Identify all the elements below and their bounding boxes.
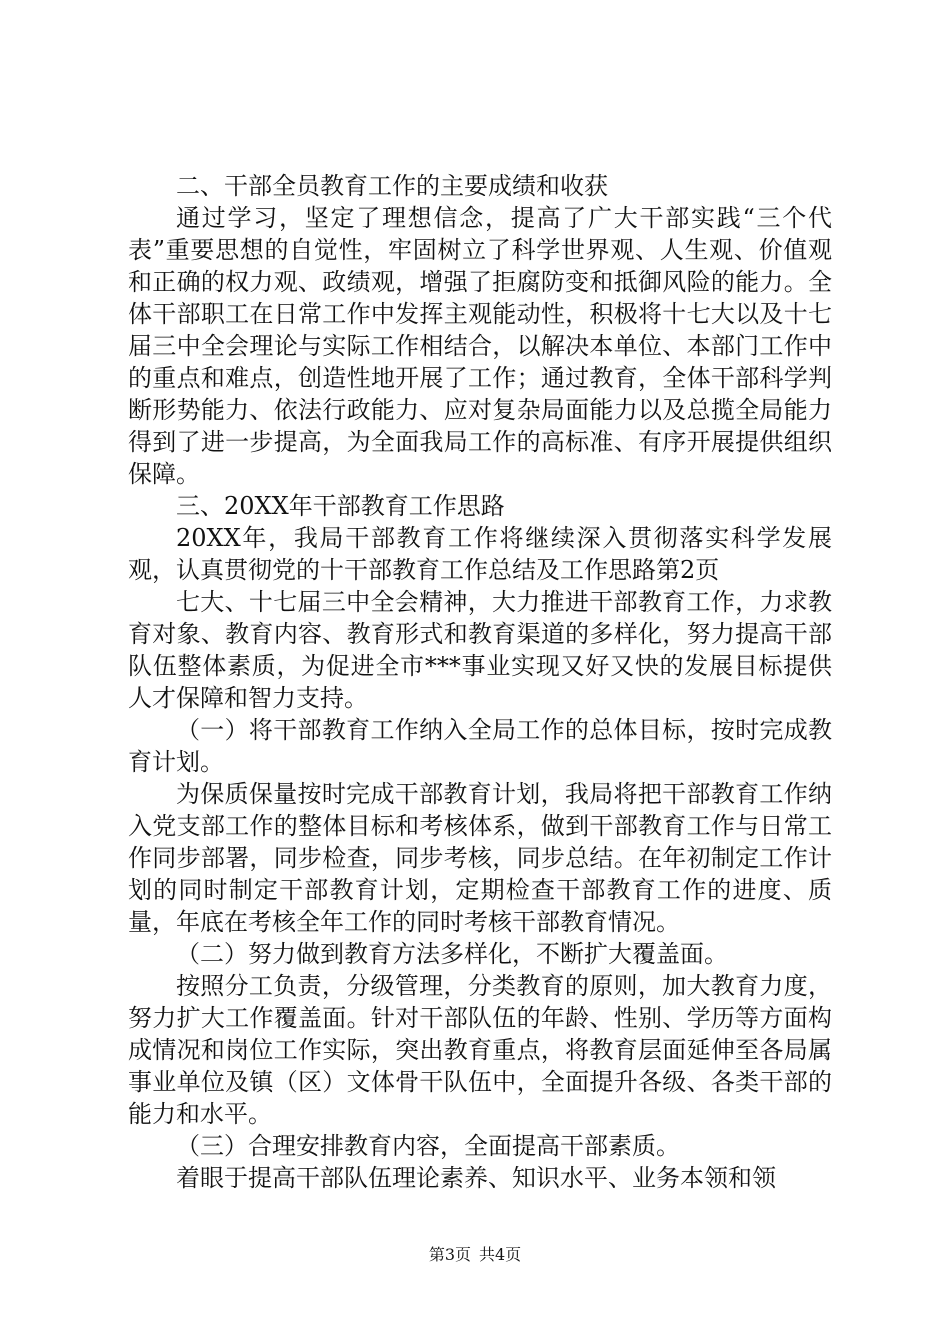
- subheading-one: （一）将干部教育工作纳入全局工作的总体目标，按时完成教育计划。: [128, 716, 832, 776]
- paragraph-two: 按照分工负责，分级管理，分类教育的原则，加大教育力度，努力扩大工作覆盖面。针对干部队伍的年龄、性别、学历等方面构成情况和岗位工作实际，突出教育重点，将教育层面延伸至各局属事业单位及镇（区）文体骨干队伍中，全面提升各级、各类干部的能力和水平。: [128, 972, 832, 1128]
- paragraph-one: 为保质保量按时完成干部教育计划，我局将把干部教育工作纳入党支部工作的整体目标和考核体系，做到干部教育工作与日常工作同步部署，同步检查，同步考核，同步总结。在年初制定工作计划的同时制定干部教育计划，定期检查干部教育工作的进度、质量，年底在考核全年工作的同时考核干部教育情况。: [128, 780, 832, 936]
- paragraph-plan-intro: 20XX年，我局干部教育工作将继续深入贯彻落实科学发展观，认真贯彻党的十干部教育工作总结及工作思路第2页: [128, 524, 832, 584]
- page-total: 共4页: [479, 1245, 522, 1264]
- paragraph-three: 着眼于提高干部队伍理论素养、知识水平、业务本领和领: [176, 1164, 776, 1192]
- subheading-two: （二）努力做到教育方法多样化，不断扩大覆盖面。: [176, 940, 728, 968]
- paragraph-achievements: 通过学习，坚定了理想信念，提高了广大干部实践“三个代表”重要思想的自觉性，牢固树立了科学世界观、人生观、价值观和正确的权力观、政绩观，增强了拒腐防变和抵御风险的能力。全体干部职工在日常工作中发挥主观能动性，积极将十七大以及十七届三中全会理论与实际工作相结合，以解决本单位、本部门工作中的重点和难点，创造性地开展了工作；通过教育，全体干部科学判断形势能力、依法行政能力、应对复杂局面能力以及总揽全局能力得到了进一步提高，为全面我局工作的高标准、有序开展提供组织保障。: [128, 204, 832, 488]
- section-heading-achievements: 二、干部全员教育工作的主要成绩和收获: [176, 172, 608, 200]
- paragraph-plan-continued: 七大、十七届三中全会精神，大力推进干部教育工作，力求教育对象、教育内容、教育形式和教育渠道的多样化，努力提高干部队伍整体素质，为促进全市***事业实现又好又快的发展目标提供人才保障和智力支持。: [128, 588, 832, 712]
- page-number: 第3页: [428, 1245, 471, 1264]
- subheading-three: （三）合理安排教育内容，全面提高干部素质。: [176, 1132, 680, 1160]
- document-body: [128, 170, 832, 1194]
- section-heading-plan: 三、20XX年干部教育工作思路: [176, 492, 505, 520]
- page-footer: [0, 1245, 950, 1265]
